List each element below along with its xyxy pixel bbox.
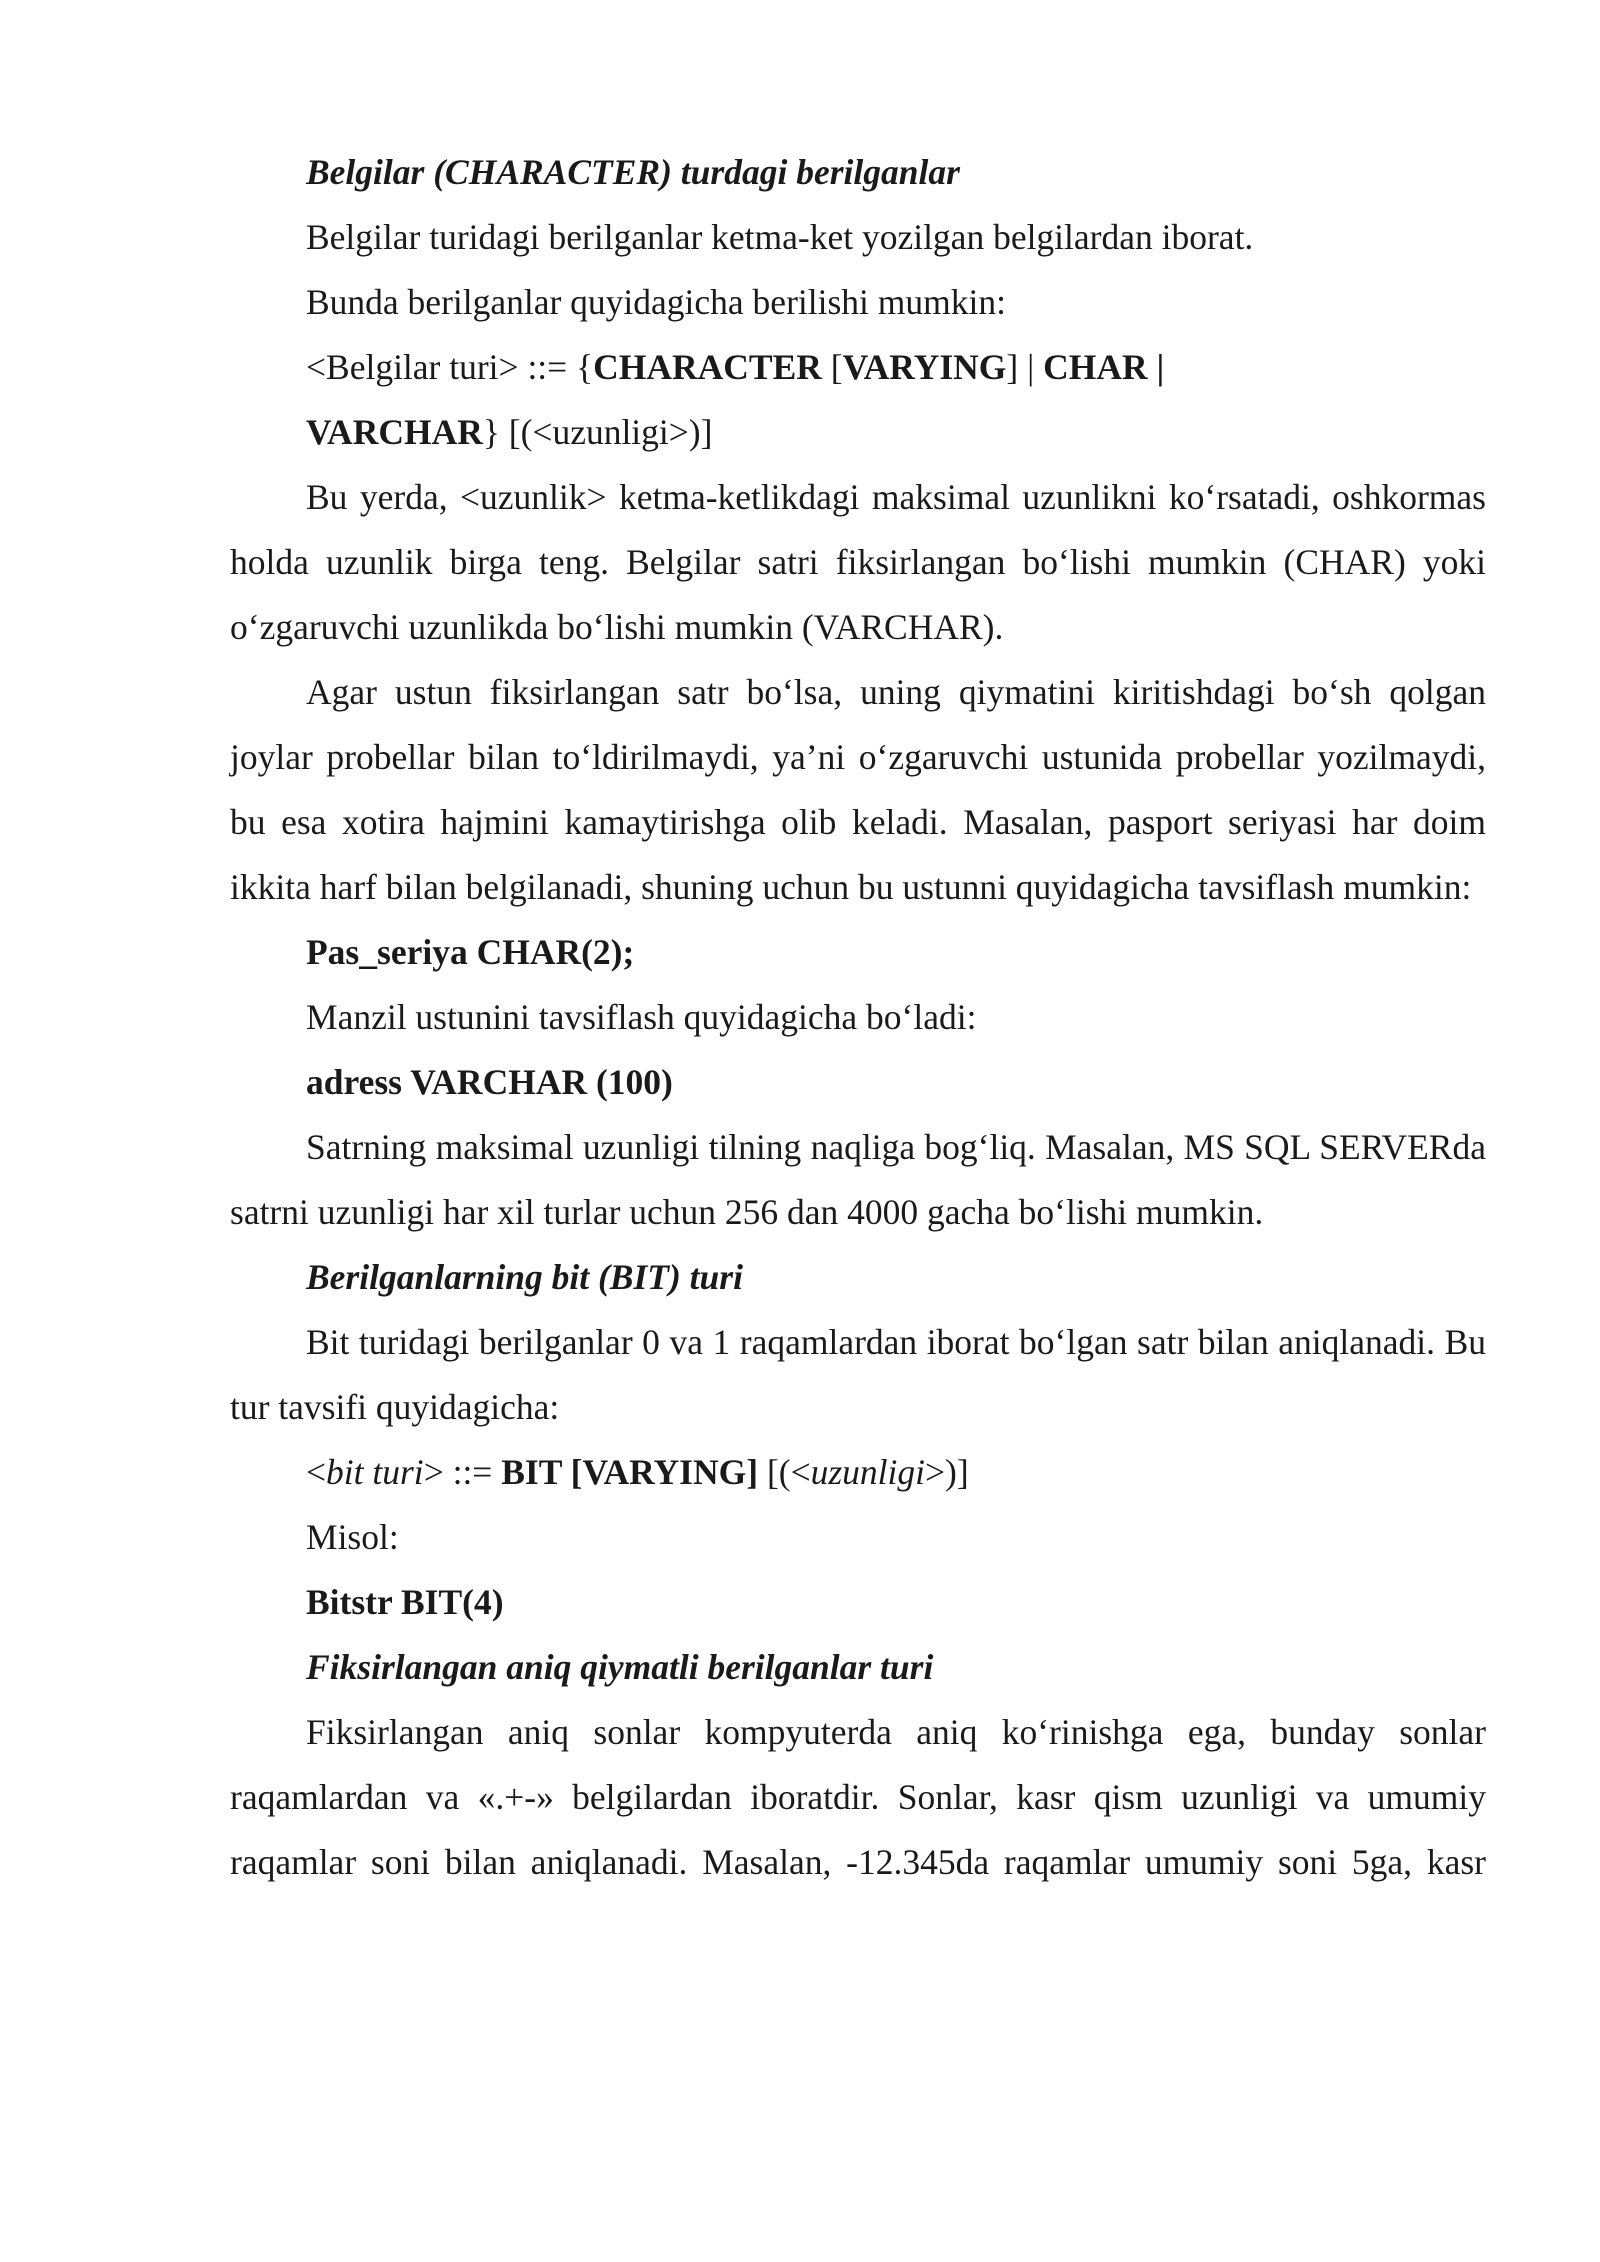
syntax-bit-line: [230, 1440, 1486, 1505]
syntax-text: [(<: [758, 1452, 811, 1492]
syntax-keyword: BIT [VARYING]: [501, 1452, 759, 1492]
paragraph-fixed-exact: Fiksirlangan aniq sonlar kompyuterda aniq ko‘rinishga ega, bunday sonlar raqamlardan va «.+-» belgilardan iboratdir. Sonlar, kasr qism uzunligi va umumiy raqamlar soni bilan aniqlanadi. Masalan, -12.345da raqamlar umumiy soni 5ga, kasr: [230, 1712, 1486, 1882]
syntax-character-line-2: [230, 400, 1486, 465]
paragraph-max-length: Satrning maksimal uzunligi tilning naqliga bog‘liq. Masalan, MS SQL SERVERda satrni uzunligi har xil turlar uchun 256 dan 4000 gacha bo‘lishi mumkin.: [230, 1127, 1486, 1232]
paragraph-fixed-column: Agar ustun fiksirlangan satr bo‘lsa, uning qiymatini kiritishdagi bo‘sh qolgan joylar probellar bilan to‘ldirilmaydi, ya’ni o‘zgaruvchi ustunida probellar yozilmaydi, bu esa xotira hajmini kamaytirishga olib keladi. Masalan, pasport seriyasi har doim ikkita harf bilan belgilanadi, shuning uchun bu ustunni quyidagicha tavsiflash mumkin:: [230, 672, 1486, 907]
syntax-text: [: [821, 347, 843, 387]
paragraph-character-definition: Belgilar turidagi berilganlar ketma-ket yozilgan belgilardan iborat.: [306, 217, 1254, 257]
code-bitstr: Bitstr BIT(4): [306, 1582, 504, 1622]
syntax-keyword: CHAR |: [1043, 347, 1165, 387]
code-pas-seriya: Pas_seriya CHAR(2);: [306, 932, 635, 972]
paragraph-manzil: Manzil ustunini tavsiflash quyidagicha bo‘ladi:: [306, 997, 977, 1037]
syntax-keyword: VARCHAR: [306, 412, 483, 452]
syntax-text: <: [306, 1452, 327, 1492]
heading-character-type: Belgilar (CHARACTER) turdagi berilganlar: [306, 152, 960, 192]
syntax-text: <Belgilar turi> ::= {: [306, 347, 594, 387]
paragraph-bit-definition: Bit turidagi berilganlar 0 va 1 raqamlardan iborat bo‘lgan satr bilan aniqlanadi. Bu tur tavsifi quyidagicha:: [230, 1322, 1486, 1427]
page-content: [230, 140, 1486, 1895]
syntax-text: ] |: [1006, 347, 1044, 387]
syntax-italic: bit turi: [326, 1452, 424, 1492]
syntax-text: > ::=: [423, 1452, 502, 1492]
paragraph-uzunlik: Bu yerda, <uzunlik> ketma-ketlikdagi maksimal uzunlikni ko‘rsatadi, oshkormas holda uzunlik birga teng. Belgilar satri fiksirlangan bo‘lishi mumkin (CHAR) yoki o‘zgaruvchi uzunlikda bo‘lishi mumkin (VARCHAR).: [230, 477, 1486, 647]
example-label: Misol:: [306, 1517, 399, 1557]
syntax-keyword: CHARACTER: [593, 347, 822, 387]
heading-fixed-exact-type: Fiksirlangan aniq qiymatli berilganlar turi: [306, 1647, 934, 1687]
syntax-text: } [(<uzunligi>)]: [482, 412, 713, 452]
paragraph-character-syntax-intro: Bunda berilganlar quyidagicha berilishi mumkin:: [306, 282, 1006, 322]
code-adress: adress VARCHAR (100): [306, 1062, 673, 1102]
syntax-character-line-1: [230, 335, 1486, 400]
syntax-keyword: VARYING: [842, 347, 1007, 387]
syntax-text: >)]: [925, 1452, 969, 1492]
syntax-italic: uzunligi: [810, 1452, 926, 1492]
heading-bit-type: Berilganlarning bit (BIT) turi: [306, 1257, 743, 1297]
